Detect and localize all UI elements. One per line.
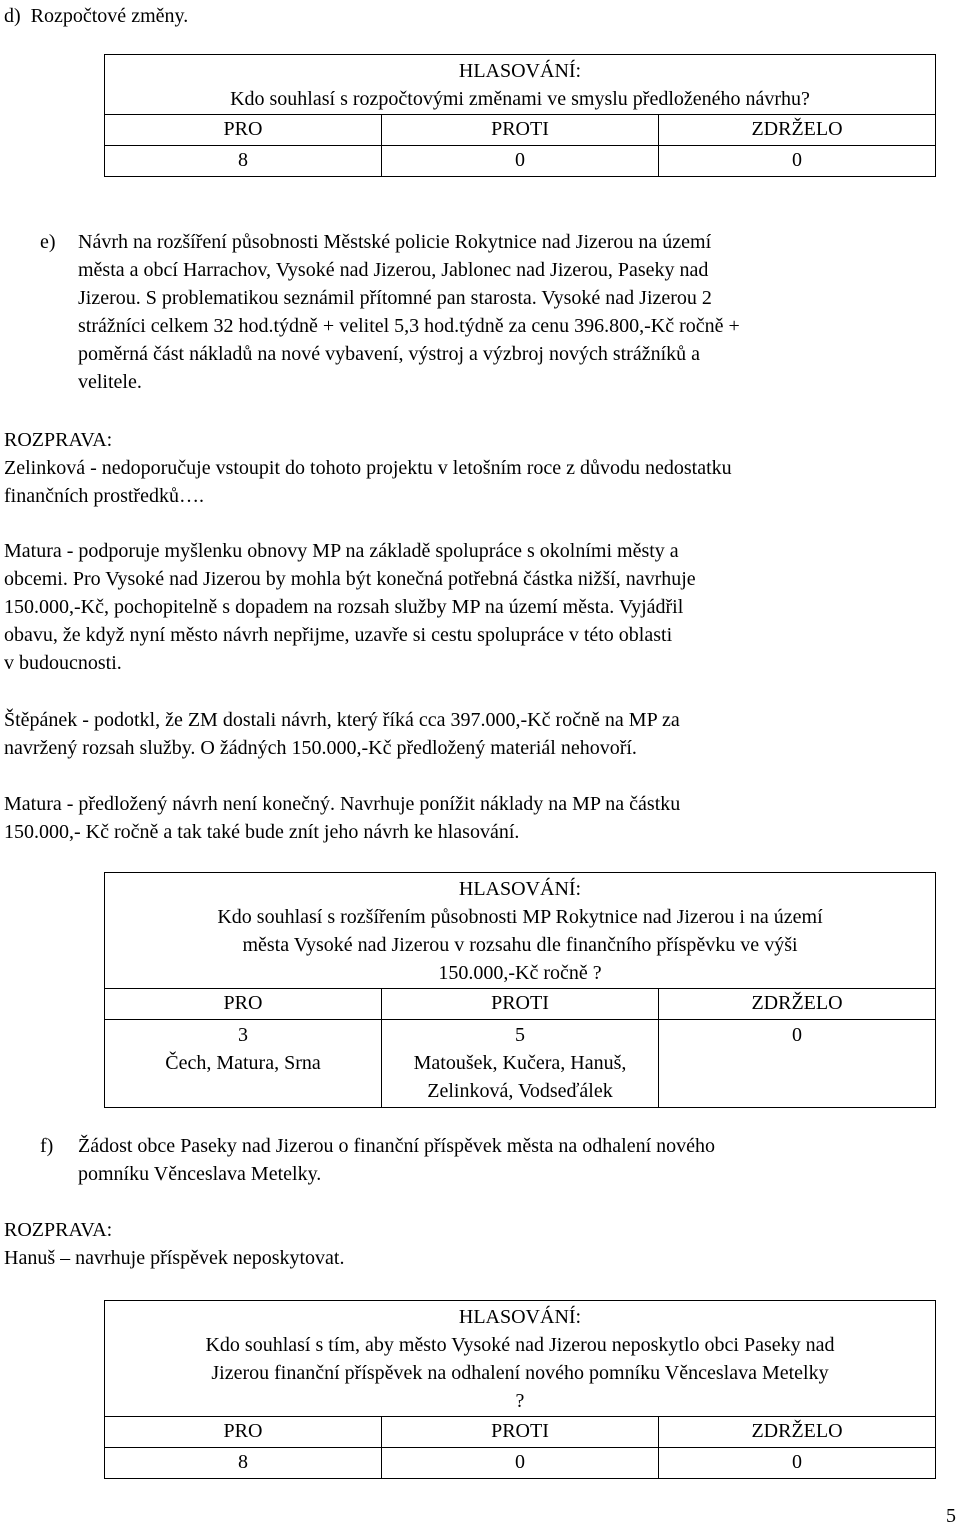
col-pro: PRO <box>105 115 382 146</box>
text-line: Návrh na rozšíření působnosti Městské policie Rokytnice nad Jizerou na území <box>78 231 712 253</box>
text-line: 150.000,-Kč, pochopitelně s dopadem na rozsah služby MP na území města. Vyjádřil <box>4 596 684 618</box>
text-line: v budoucnosti. <box>4 652 122 674</box>
section-e-marker: e) <box>40 231 56 253</box>
text-line: velitele. <box>78 371 142 393</box>
vote-question-line: Kdo souhlasí s tím, aby město Vysoké nad Jizerou neposkytlo obci Paseky nad <box>205 1334 835 1356</box>
col-proti: PROTI <box>382 989 659 1020</box>
col-pro: PRO <box>105 989 382 1020</box>
value-pro: 8 <box>105 146 382 177</box>
text-line: pomníku Věnceslava Metelky. <box>78 1163 322 1185</box>
section-f-marker: f) <box>40 1135 54 1157</box>
text-line: finančních prostředků…. <box>4 485 204 507</box>
names-proti: Matoušek, Kučera, Hanuš, <box>413 1052 627 1074</box>
vote-header <box>105 55 936 115</box>
text-line: obavu, že když nyní město návrh nepřijme, uzavře si cestu spolupráce v této oblasti <box>4 624 673 646</box>
vote-table-budget <box>104 54 936 177</box>
text-line: Štěpánek - podotkl, že ZM dostali návrh, který říká cca 397.000,-Kč ročně na MP za <box>4 709 680 731</box>
text-line: strážníci celkem 32 hod.týdně + velitel 5,3 hod.týdně za cenu 396.800,-Kč ročně + <box>78 315 740 337</box>
value-zdrzelo: 0 <box>659 146 936 177</box>
col-zdrzelo: ZDRŽELO <box>659 989 936 1020</box>
vote-table-police <box>104 872 936 1108</box>
vote-question: Kdo souhlasí s rozpočtovými změnami ve smyslu předloženého návrhu? <box>230 88 810 110</box>
vote-question-line: 150.000,-Kč ročně ? <box>438 962 602 984</box>
value-zdrzelo: 0 <box>792 1024 802 1046</box>
value-proti: 0 <box>382 1448 659 1479</box>
value-pro-cell <box>105 1020 382 1108</box>
vote-question-line: Jizerou finanční příspěvek na odhalení nového pomníku Věnceslava Metelky <box>211 1362 829 1384</box>
value-zdrzelo: 0 <box>659 1448 936 1479</box>
col-zdrzelo: ZDRŽELO <box>659 115 936 146</box>
page-number: 5 <box>946 1505 956 1527</box>
discussion-matura <box>4 537 958 677</box>
vote-question-line: města Vysoké nad Jizerou v rozsahu dle finančního příspěvku ve výši <box>242 934 798 956</box>
text-line: 150.000,- Kč ročně a tak také bude znít jeho návrh ke hlasování. <box>4 821 520 843</box>
vote-header <box>105 873 936 989</box>
vote-title: HLASOVÁNÍ: <box>458 878 582 900</box>
vote-question-line: Kdo souhlasí s rozšířením působnosti MP Rokytnice nad Jizerou i na území <box>217 906 823 928</box>
discussion-hanus: Hanuš – navrhuje příspěvek neposkytovat. <box>4 1247 345 1269</box>
text-line: navržený rozsah služby. O žádných 150.000,-Kč předložený materiál nehovoří. <box>4 737 637 759</box>
discussion-zelinkova <box>4 454 958 510</box>
section-d-heading: d) Rozpočtové změny. <box>4 5 189 27</box>
vote-title: HLASOVÁNÍ: <box>458 60 582 82</box>
names-pro: Čech, Matura, Srna <box>165 1052 321 1074</box>
col-zdrzelo: ZDRŽELO <box>659 1417 936 1448</box>
text-line: Matura - předložený návrh není konečný. Navrhuje ponížit náklady na MP na částku <box>4 793 681 815</box>
text-line: Matura - podporuje myšlenku obnovy MP na základě spolupráce s okolními městy a <box>4 540 679 562</box>
text-line: Zelinková - nedoporučuje vstoupit do tohoto projektu v letošním roce z důvodu nedostatku <box>4 457 732 479</box>
discussion-label: ROZPRAVA: <box>4 1219 113 1241</box>
value-pro: 8 <box>105 1448 382 1479</box>
discussion-stepanek <box>4 706 958 762</box>
value-proti: 5 <box>515 1024 525 1046</box>
text-line: Žádost obce Paseky nad Jizerou o finanční příspěvek města na odhalení nového <box>78 1135 716 1157</box>
value-pro: 3 <box>238 1024 248 1046</box>
section-f-text <box>78 1132 958 1188</box>
value-proti: 0 <box>382 146 659 177</box>
value-zdrzelo-cell <box>659 1020 936 1108</box>
vote-question-line: ? <box>515 1390 525 1412</box>
text-line: Jizerou. S problematikou seznámil přítomné pan starosta. Vysoké nad Jizerou 2 <box>78 287 712 309</box>
discussion-matura-2 <box>4 790 958 846</box>
discussion-label: ROZPRAVA: <box>4 429 113 451</box>
col-pro: PRO <box>105 1417 382 1448</box>
names-proti: Zelinková, Vodseďálek <box>427 1080 613 1102</box>
vote-table-paseky <box>104 1300 936 1479</box>
vote-header <box>105 1301 936 1417</box>
text-line: poměrná část nákladů na nové vybavení, výstroj a výzbroj nových strážníků a <box>78 343 701 365</box>
text-line: města a obcí Harrachov, Vysoké nad Jizerou, Jablonec nad Jizerou, Paseky nad <box>78 259 709 281</box>
value-proti-cell <box>382 1020 659 1108</box>
text-line: obcemi. Pro Vysoké nad Jizerou by mohla být konečná potřebná částka nižší, navrhuje <box>4 568 696 590</box>
col-proti: PROTI <box>382 115 659 146</box>
vote-title: HLASOVÁNÍ: <box>458 1306 582 1328</box>
col-proti: PROTI <box>382 1417 659 1448</box>
section-e-text <box>78 228 958 396</box>
